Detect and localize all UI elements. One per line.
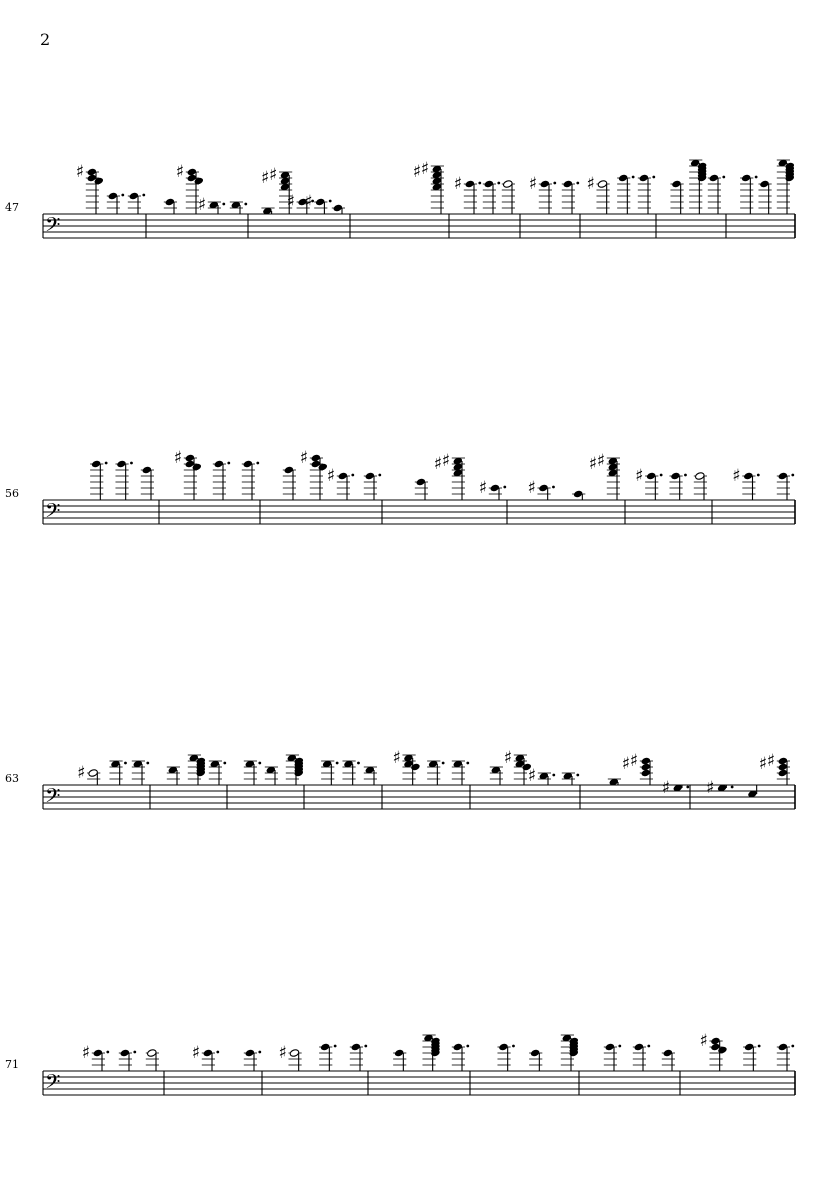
notehead [538,484,548,493]
note [528,766,555,786]
augmentation-dot [258,1051,261,1054]
measure [244,754,304,785]
sharp-icon: ♯ [175,162,185,182]
measure [90,460,154,500]
measure [732,466,794,500]
note [502,180,515,214]
augmentation-dot [553,182,556,185]
augmentation-dot [222,203,225,206]
note [265,766,278,785]
measure [635,466,707,500]
bass-clef-icon: 𝄢 [45,1070,61,1098]
augmentation-dot [256,462,259,465]
bass-clef-icon: 𝄢 [45,499,61,527]
measure [167,754,226,785]
augmentation-dot [133,1051,136,1054]
note [319,1043,336,1071]
measure [497,1034,578,1071]
sharp-icon: ♯ [706,778,715,798]
note [230,201,247,214]
augmentation-dot [105,462,108,465]
note [483,180,500,214]
half-notehead [88,769,98,778]
augmentation-dot [336,762,339,765]
augmentation-dot [791,1045,794,1048]
notehead [116,460,126,469]
notehead [498,1043,508,1052]
notehead [540,180,550,189]
note [529,174,556,214]
note [452,1043,469,1071]
notehead [315,198,325,207]
note [777,472,794,500]
augmentation-dot [106,1051,109,1054]
chord [434,451,465,500]
chord [759,751,790,785]
augmentation-dot [497,182,500,185]
chord [392,748,420,785]
sharp-icon: ♯ [732,466,741,486]
augmentation-dot [329,200,332,203]
augmentation-dot [244,203,247,206]
chord [777,159,795,214]
augmentation-dot [512,1045,515,1048]
note [115,460,132,500]
augmentation-dot [576,182,579,185]
measure [415,451,506,500]
notehead [120,1049,130,1058]
sharp-icon: ♯ [621,754,631,774]
augmentation-dot [130,462,133,465]
measure [454,174,515,214]
system-63 [5,748,795,812]
notehead [93,1049,103,1058]
chord [413,159,444,214]
chord [622,751,653,785]
sharp-icon: ♯ [420,159,430,179]
note [342,760,359,785]
augmentation-dot [576,774,579,777]
notehead [416,478,426,487]
notehead [778,1043,788,1052]
note [777,1043,794,1071]
sharp-icon: ♯ [635,466,644,486]
augmentation-dot [334,1045,337,1048]
notehead [394,1049,404,1058]
note [244,1049,261,1071]
note [321,760,338,785]
note [740,174,757,214]
measure-number: 56 [5,487,19,500]
note [586,174,609,214]
note [213,460,230,500]
note [244,760,261,785]
note [350,1043,367,1071]
augmentation-dot [223,762,226,765]
note [694,472,707,500]
note [662,778,689,798]
measure [413,159,444,214]
sharp-icon: ♯ [173,448,183,468]
note [572,490,585,500]
note [617,174,634,214]
sharp-icon: ♯ [304,192,313,212]
measure [164,162,247,215]
augmentation-dot [124,762,127,765]
notehead [605,1043,615,1052]
note [758,180,771,214]
system-47 [5,159,795,241]
note [327,466,354,500]
sharp-icon: ♯ [503,748,513,768]
notehead [333,204,343,213]
notehead [663,1049,673,1058]
chord [76,162,104,214]
system-71 [5,1031,795,1098]
augmentation-dot [660,474,663,477]
note [393,1049,406,1071]
bass-clef-icon: 𝄢 [45,784,61,812]
augmentation-dot [142,194,145,197]
half-notehead [695,472,705,481]
measure [77,760,149,785]
notehead [214,460,224,469]
sharp-icon: ♯ [766,751,776,771]
sharp-icon: ♯ [392,748,401,768]
sharp-icon: ♯ [278,1043,287,1063]
augmentation-dot [216,1051,219,1054]
augmentation-dot [466,762,469,765]
sharp-icon: ♯ [433,454,443,474]
bass-clef-icon: 𝄢 [45,213,61,241]
note [635,466,662,500]
measure [670,159,725,214]
notehead [165,198,175,207]
note [415,478,428,500]
sharp-icon: ♯ [197,195,207,215]
note [427,760,444,785]
system-56 [5,448,795,527]
note [562,180,579,214]
measure [699,1031,794,1071]
augmentation-dot [146,762,149,765]
note [562,772,579,785]
augmentation-dot [364,1045,367,1048]
chord [422,1034,440,1071]
note [278,1043,301,1071]
note [732,466,759,500]
sharp-icon: ♯ [596,451,606,471]
sharp-icon: ♯ [81,1043,91,1063]
augmentation-dot [378,474,381,477]
measure [527,451,620,500]
sharp-icon: ♯ [412,162,422,182]
sharp-icon: ♯ [588,454,598,474]
measure-number: 63 [5,772,19,785]
notehead [91,460,101,469]
augmentation-dot [618,1045,621,1048]
notehead [759,180,769,189]
note [743,1043,760,1071]
chord [188,754,206,785]
notehead [245,1049,255,1058]
notehead [465,180,475,189]
notehead [453,1043,463,1052]
notehead [484,180,494,189]
measure [82,1043,159,1071]
notehead [778,769,788,778]
notehead [365,472,375,481]
measure [261,165,345,215]
notehead [142,466,152,475]
augmentation-dot [357,762,360,765]
chord [689,159,707,214]
notehead [108,192,118,201]
chord [286,754,304,785]
notehead [741,174,751,183]
notehead [284,466,294,475]
augmentation-dot [351,474,354,477]
augmentation-dot [466,1045,469,1048]
notehead [573,490,583,499]
augmentation-dot [632,176,635,179]
half-notehead [289,1049,299,1058]
note [82,1043,109,1071]
augmentation-dot [684,474,687,477]
sharp-icon: ♯ [528,174,538,194]
notehead [203,1049,213,1058]
sharp-icon: ♯ [699,1031,708,1051]
measure [278,1043,367,1071]
note [708,174,725,214]
measure [740,159,795,214]
sharp-icon: ♯ [286,192,295,212]
sharp-icon: ♯ [586,174,595,194]
sharp-icon: ♯ [527,478,536,498]
notehead [670,472,680,481]
measure [192,1043,261,1071]
sharp-icon: ♯ [261,168,270,188]
chord [589,451,620,500]
augmentation-dot [755,176,758,179]
note [638,174,655,214]
half-notehead [147,1049,157,1058]
note [490,766,503,785]
measure [586,174,655,214]
notehead [563,180,573,189]
augmentation-dot [552,486,555,489]
notehead [634,1043,644,1052]
notehead [243,460,253,469]
augmentation-dot [722,176,725,179]
augmentation-dot [686,786,689,789]
note [132,760,149,785]
notehead [338,472,348,481]
note [633,1043,650,1071]
augmentation-dot [758,1045,761,1048]
measure [76,162,145,214]
note [670,180,683,214]
chord [300,448,328,500]
notehead [671,180,681,189]
note [198,195,225,215]
half-notehead [597,180,607,189]
notehead [351,1043,361,1052]
note [77,763,100,785]
note [146,1049,159,1071]
sharp-icon: ♯ [453,174,463,194]
sharp-icon: ♯ [758,754,768,774]
note [529,1049,542,1071]
note [119,1049,136,1071]
note [209,760,226,785]
augmentation-dot [258,762,261,765]
augmentation-dot [757,474,760,477]
note [604,1043,621,1071]
notehead [530,1049,540,1058]
augmentation-dot [442,762,445,765]
chord [174,448,202,500]
note [109,760,126,785]
measure [283,448,381,500]
sharp-icon: ♯ [441,451,451,471]
note [747,785,757,798]
note [669,472,686,500]
augmentation-dot [552,774,555,777]
sharp-icon: ♯ [661,778,671,798]
notehead [641,769,651,778]
sharp-icon: ♯ [75,162,85,182]
note [364,766,377,785]
sharp-icon: ♯ [326,466,336,486]
note [107,192,124,214]
measure [604,1043,675,1071]
augmentation-dot [478,182,481,185]
augmentation-dot [731,786,734,789]
note [167,766,180,785]
note [242,460,259,500]
notehead [618,174,628,183]
measure [393,1034,469,1071]
sharp-icon: ♯ [191,1043,201,1063]
chord [699,1031,727,1071]
note [304,192,331,214]
sharp-icon: ♯ [77,763,86,783]
notehead [743,472,753,481]
note [527,478,554,500]
notehead [646,472,656,481]
measure [321,760,377,785]
augmentation-dot [227,462,230,465]
sharp-icon: ♯ [299,448,309,468]
notehead [709,174,719,183]
half-notehead [503,180,513,189]
augmentation-dot [652,176,655,179]
note [164,198,177,214]
note [364,472,381,500]
measure [174,448,259,500]
note [128,192,145,214]
note [192,1043,219,1071]
notehead [490,484,500,493]
sharp-icon: ♯ [269,165,278,185]
note [452,760,469,785]
measure [529,174,579,214]
measure-number: 71 [5,1058,19,1071]
augmentation-dot [121,194,124,197]
note [90,460,107,500]
measure-number: 47 [5,201,19,214]
page-number: 2 [40,30,51,49]
note [706,778,733,798]
note [283,466,296,500]
note [497,1043,514,1071]
measure [490,748,579,786]
augmentation-dot [791,474,794,477]
note [662,1049,675,1071]
notehead [129,192,139,201]
note [479,478,506,500]
measure [392,748,469,785]
note [141,466,154,500]
sharp-icon: ♯ [478,478,488,498]
notehead [639,174,649,183]
note [454,174,481,214]
augmentation-dot [647,1045,650,1048]
notehead [778,472,788,481]
notehead [320,1043,330,1052]
notehead [744,1043,754,1052]
sharp-icon: ♯ [527,766,537,786]
augmentation-dot [503,486,506,489]
chord [561,1034,579,1071]
note [332,204,345,214]
sharp-icon: ♯ [629,751,639,771]
